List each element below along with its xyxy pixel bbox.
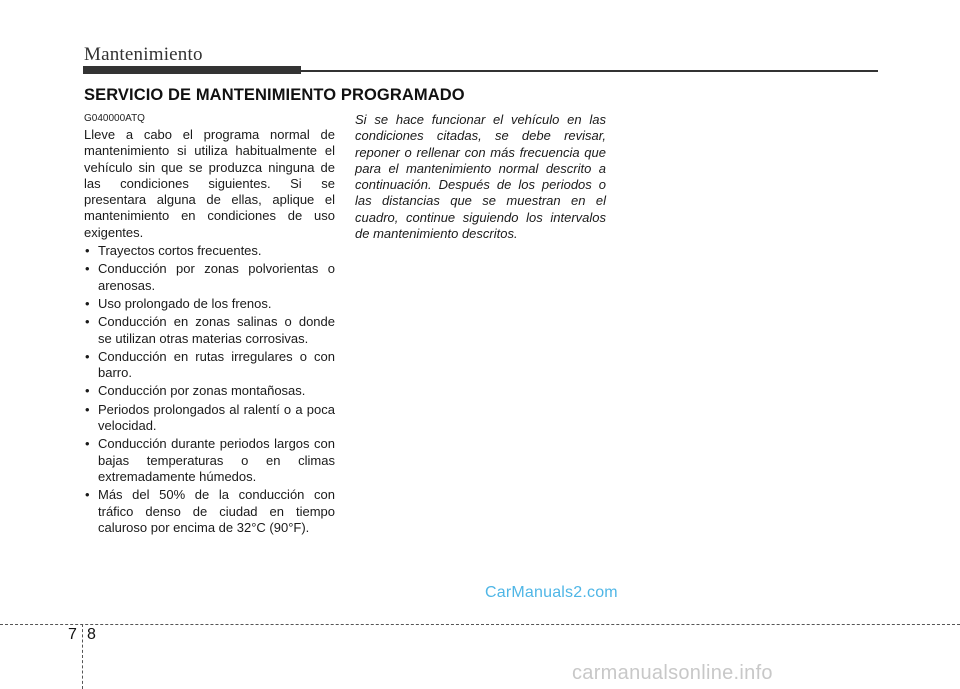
list-item-text: Conducción por zonas polvorientas o arenosas. <box>98 261 335 293</box>
list-item-text: Uso prolongado de los frenos. <box>98 295 272 311</box>
header-rule-thin <box>301 70 878 72</box>
left-column <box>84 127 335 536</box>
list-item-text: Trayectos cortos frecuentes. <box>98 243 262 259</box>
list-item <box>84 314 335 347</box>
list-item <box>84 296 335 312</box>
list-item <box>84 487 335 536</box>
bullet-icon: • <box>85 295 90 311</box>
chapter-title: Mantenimiento <box>84 44 203 65</box>
list-item <box>84 261 335 294</box>
list-item-text: Periodos prolongados al ralentí o a poca velocidad. <box>98 401 335 434</box>
page-number: 8 <box>87 626 96 643</box>
bullet-icon: • <box>85 401 90 417</box>
list-item-text: Conducción en rutas irregulares o con barro. <box>98 348 335 381</box>
bullet-icon: • <box>85 436 90 452</box>
header-rule-thick <box>83 66 301 74</box>
intro-paragraph: Lleve a cabo el programa normal de mantenimiento si utiliza habitualmente el vehículo sin que se produzca ninguna de las condiciones siguientes. Si se presentara alguna de ellas, aplique el mantenimiento en condiciones de uso exigentes. <box>84 127 335 240</box>
bullet-icon: • <box>85 383 90 399</box>
list-item <box>84 349 335 382</box>
maintenance-note: Si se hace funcionar el vehículo en las condiciones citadas, se debe revisar, reponer o rellenar con más frecuencia que para el mantenimiento normal descrito a continuación. Después de los periodos o las distancias que se muestran en el cuadro, continue siguiendo los intervalos de mantenimiento descritos. <box>355 112 606 242</box>
bullet-icon: • <box>85 314 90 330</box>
list-item <box>84 436 335 485</box>
section-heading: SERVICIO DE MANTENIMIENTO PROGRAMADO <box>84 86 465 104</box>
list-item-text: Más del 50% de la conducción con tráfico denso de ciudad en tiempo caluroso por encima de 32°C (90°F). <box>98 487 335 535</box>
watermark-link[interactable]: CarManuals2.com <box>485 584 618 601</box>
list-item <box>84 243 335 259</box>
list-item-text: Conducción en zonas salinas o donde se utilizan otras materias corrosivas. <box>98 314 335 346</box>
document-code: G040000ATQ <box>84 113 145 124</box>
bullet-icon: • <box>85 348 90 364</box>
list-item <box>84 383 335 399</box>
footer-vertical-divider <box>82 624 83 689</box>
list-item-text: Conducción por zonas montañosas. <box>98 383 306 399</box>
bullet-icon: • <box>85 243 90 259</box>
list-item <box>84 402 335 435</box>
condition-list <box>84 243 335 536</box>
footer-site-watermark: carmanualsonline.info <box>572 662 773 684</box>
chapter-number: 7 <box>68 626 77 643</box>
bullet-icon: • <box>85 261 90 277</box>
footer-divider <box>0 624 960 625</box>
bullet-icon: • <box>85 487 90 503</box>
list-item-text: Conducción durante periodos largos con bajas temperaturas o en climas extremadamente húmedos. <box>98 436 335 484</box>
